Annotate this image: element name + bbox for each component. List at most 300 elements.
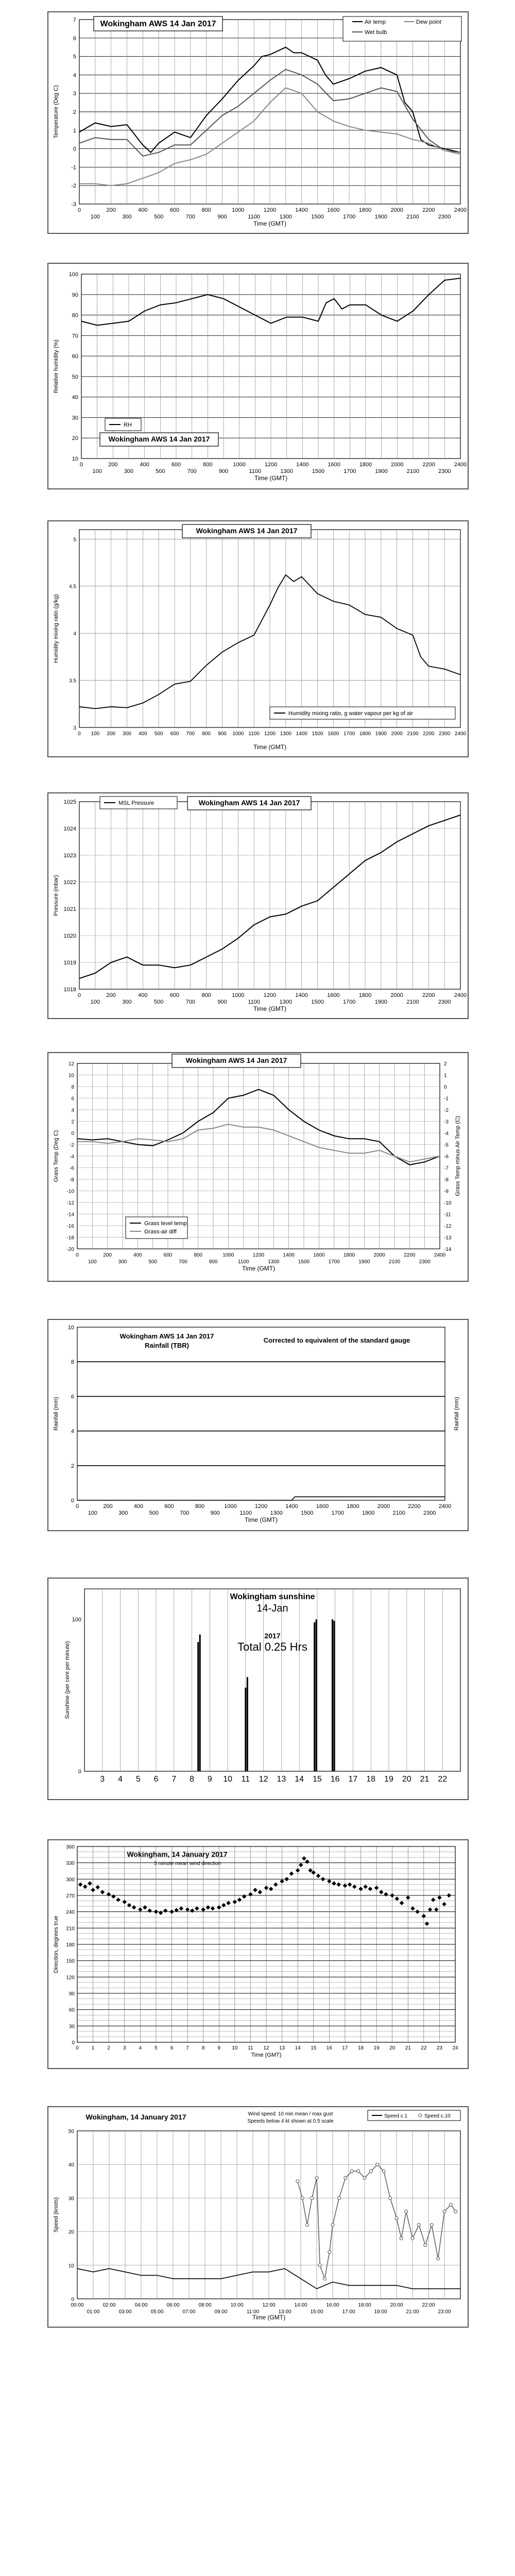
x-tick-label: 2000 [390, 992, 403, 998]
x-tick-label: 20:00 [390, 2302, 403, 2308]
x-tick-label: 09:00 [214, 2309, 228, 2315]
x-tick-label: 1600 [313, 1252, 325, 1258]
y-tick-label: 50 [72, 374, 78, 380]
x-tick-label: 12 [263, 2045, 269, 2051]
y-tick-label: 30 [68, 2196, 74, 2202]
y-right-tick-label: -12 [444, 1224, 452, 1229]
y-right-tick-label: -11 [444, 1212, 451, 1218]
x-tick-label: 600 [163, 1252, 173, 1258]
x-tick-label: 0 [78, 731, 81, 737]
x-tick-label: 2000 [391, 731, 403, 737]
x-tick-label: 1500 [312, 731, 323, 737]
y-right-tick-label: 1 [444, 1073, 447, 1079]
x-tick-label: 1100 [248, 214, 260, 220]
series-point [395, 2217, 398, 2220]
chart-year: 2017 [264, 1632, 281, 1640]
x-tick-label: 1300 [270, 1510, 283, 1516]
y-right-tick-label: -5 [444, 1142, 449, 1148]
x-tick-label: 11 [241, 1775, 250, 1784]
x-tick-label: 22:00 [422, 2302, 435, 2308]
x-tick-label: 1100 [237, 1259, 249, 1265]
x-tick-label: 15:00 [310, 2309, 323, 2315]
y-tick-label: 4 [71, 1108, 74, 1113]
y-tick-label: 2 [71, 1463, 74, 1469]
x-tick-label: 900 [210, 1510, 220, 1516]
x-tick-label: 1500 [301, 1510, 314, 1516]
y-tick-label: 1018 [63, 987, 76, 993]
x-tick-label: 8 [201, 2045, 205, 2051]
x-tick-label: 300 [122, 214, 132, 220]
y-tick-label: 300 [66, 1877, 75, 1883]
x-tick-label: 1800 [347, 1503, 359, 1510]
wind-speed-chart-svg [48, 2107, 468, 2327]
x-tick-label: 1700 [344, 468, 356, 474]
x-tick-label: 20 [389, 2045, 396, 2051]
y-axis-label: Speed (knots) [53, 2197, 59, 2233]
y-right-tick-label: -8 [444, 1177, 449, 1183]
x-tick-label: 19 [384, 1775, 393, 1784]
y-tick-label: 1025 [63, 799, 76, 805]
y-tick-label: 30 [72, 415, 78, 421]
y-tick-label: 1 [73, 127, 76, 134]
sunshine-bar [245, 1688, 246, 1771]
y-tick-label: 60 [72, 353, 78, 360]
x-tick-label: 1800 [358, 992, 372, 998]
temperature-chart [47, 11, 469, 234]
x-tick-label: 07:00 [182, 2309, 196, 2315]
x-tick-label: 1200 [254, 1503, 268, 1510]
series-point [363, 2176, 366, 2179]
x-tick-label: 1100 [248, 999, 260, 1005]
x-tick-label: 1200 [263, 992, 277, 998]
y-tick-label: 40 [72, 394, 78, 401]
x-tick-label: 1000 [233, 462, 246, 468]
chart-subtitle: Rainfall (TBR) [145, 1342, 189, 1349]
series-point [437, 2257, 440, 2260]
x-tick-label: 20 [402, 1775, 411, 1784]
x-tick-label: 7 [186, 2045, 189, 2051]
x-tick-label: 21 [420, 1775, 430, 1784]
legend-label: MSL Pressure [118, 800, 154, 806]
y-tick-label: -10 [66, 1189, 74, 1195]
x-tick-label: 2400 [454, 207, 467, 213]
y-tick-label: 5 [73, 54, 76, 60]
x-tick-label: 2200 [422, 207, 435, 213]
y-tick-label: 4 [73, 631, 76, 637]
x-tick-label: 1200 [264, 731, 276, 737]
y-tick-label: -1 [71, 164, 76, 171]
y-tick-label: -16 [66, 1224, 74, 1229]
y-tick-label: 360 [66, 1844, 75, 1850]
series-point [305, 2224, 308, 2227]
x-tick-label: 1700 [344, 731, 355, 737]
x-tick-label: 2300 [438, 468, 451, 474]
x-tick-label: 100 [91, 731, 100, 737]
x-tick-label: 22 [421, 2045, 427, 2051]
y-tick-label: -20 [66, 1247, 74, 1252]
x-tick-label: 1700 [342, 214, 356, 220]
x-tick-label: 1800 [343, 1252, 355, 1258]
humidity-chart-svg [48, 264, 468, 488]
x-tick-label: 9 [217, 2045, 221, 2051]
y-right-tick-label: 2 [444, 1061, 447, 1067]
y-tick-label: 0 [78, 1769, 81, 1775]
x-tick-label: 1600 [328, 731, 339, 737]
x-tick-label: 300 [123, 731, 131, 737]
x-tick-label: 2400 [454, 731, 467, 737]
x-tick-label: 1000 [232, 207, 245, 213]
x-tick-label: 15 [313, 1775, 322, 1784]
series-point [405, 2210, 408, 2213]
y-tick-label: -4 [70, 1154, 74, 1160]
x-tick-label: 1200 [252, 1252, 265, 1258]
chart-title: Wokingham sunshine [230, 1592, 315, 1601]
x-tick-label: 3 [123, 2045, 126, 2051]
x-tick-label: 19:00 [374, 2309, 387, 2315]
y-right-tick-label: -14 [444, 1247, 452, 1252]
y-tick-label: 0 [71, 2297, 74, 2302]
chart-subtitle: 5 minute mean wind direction [153, 1861, 221, 1867]
y-right-tick-label: -13 [444, 1235, 452, 1241]
y-tick-label: -2 [70, 1142, 74, 1148]
y-tick-label: 2 [73, 109, 76, 115]
plot-area [77, 1327, 445, 1500]
series-point [344, 2176, 347, 2179]
x-tick-label: 4 [118, 1775, 123, 1784]
x-tick-label: 1300 [280, 731, 291, 737]
legend-label: Grass-air diff [144, 1229, 177, 1235]
x-tick-label: 700 [185, 999, 196, 1005]
x-tick-label: 1300 [280, 468, 293, 474]
x-tick-label: 2300 [438, 214, 451, 220]
x-tick-label: 19 [373, 2045, 380, 2051]
x-tick-label: 2300 [419, 1259, 431, 1265]
x-tick-label: 10 [232, 2045, 238, 2051]
x-tick-label: 2000 [377, 1503, 390, 1510]
x-tick-label: 1100 [239, 1510, 252, 1516]
y-tick-label: 180 [66, 1942, 75, 1948]
x-tick-label: 2400 [454, 462, 467, 468]
y-tick-label: 70 [72, 333, 78, 340]
y-tick-label: 4 [73, 72, 76, 79]
x-axis-label: Time (GMT) [253, 220, 287, 227]
y-tick-label: 3.5 [69, 678, 76, 684]
x-tick-label: 1800 [359, 731, 371, 737]
y-tick-label: 1020 [63, 933, 76, 939]
x-tick-label: 2000 [391, 462, 404, 468]
y-tick-label: 1024 [63, 826, 76, 832]
x-tick-label: 1400 [295, 207, 308, 213]
legend-label: Humidity mixing ratio, g water vapour per kg of air [288, 710, 414, 717]
grass-temp-chart [47, 1052, 469, 1282]
chart-title: Wokingham AWS 14 Jan 2017 [119, 1332, 214, 1340]
legend-label: Grass level temp [144, 1221, 187, 1227]
x-tick-label: 8 [190, 1775, 195, 1784]
x-tick-label: 1500 [298, 1259, 310, 1265]
x-tick-label: 2200 [408, 1503, 421, 1510]
series-point [376, 2163, 379, 2166]
chart-subtitle: 14-Jan [256, 1603, 288, 1614]
x-tick-label: 2400 [454, 992, 467, 998]
x-tick-label: 1300 [268, 1259, 280, 1265]
x-tick-label: 100 [90, 999, 100, 1005]
x-tick-label: 12 [259, 1775, 268, 1784]
x-tick-label: 700 [185, 214, 196, 220]
x-tick-label: 15 [311, 2045, 317, 2051]
x-tick-label: 14 [295, 1775, 304, 1784]
x-tick-label: 1000 [222, 1252, 234, 1258]
x-tick-label: 1800 [358, 207, 372, 213]
x-tick-label: 200 [108, 462, 118, 468]
x-tick-label: 1300 [279, 999, 293, 1005]
series-point [382, 2170, 385, 2173]
legend-label: Speed c.10 [424, 2113, 451, 2119]
x-axis-label: Time (GMT) [242, 1265, 276, 1272]
x-tick-label: 13 [277, 1775, 286, 1784]
y-tick-label: 30 [68, 2024, 75, 2030]
x-axis-label: Time (GMT) [254, 474, 288, 482]
series-point [315, 2176, 318, 2179]
x-tick-label: 2100 [407, 731, 419, 737]
x-tick-label: 800 [201, 992, 211, 998]
x-tick-label: 800 [203, 462, 213, 468]
x-tick-label: 23:00 [438, 2309, 451, 2315]
y-axis-label: Sunshine (per cent per minute) [64, 1641, 71, 1719]
y-right-tick-label: -10 [444, 1200, 452, 1206]
x-tick-label: 1100 [249, 468, 262, 474]
y-right-axis-label: Grass Temp minus Air Temp (C) [455, 1116, 461, 1196]
x-tick-label: 2100 [406, 999, 419, 1005]
x-tick-label: 1900 [374, 214, 388, 220]
x-tick-label: 700 [186, 731, 195, 737]
series-point [411, 2237, 414, 2240]
y-axis-label: Humidity mixing ratio (g/kg) [53, 594, 59, 663]
x-tick-label: 800 [194, 1252, 203, 1258]
x-tick-label: 21:00 [406, 2309, 419, 2315]
y-tick-label: 1021 [63, 906, 76, 912]
x-tick-label: 24 [452, 2045, 458, 2051]
x-tick-label: 11:00 [246, 2309, 260, 2315]
x-tick-label: 2300 [439, 731, 451, 737]
x-tick-label: 1000 [232, 992, 245, 998]
x-tick-label: 300 [122, 999, 132, 1005]
series-point [296, 2180, 299, 2183]
x-tick-label: 1400 [283, 1252, 295, 1258]
series-point [311, 2196, 314, 2199]
y-right-tick-label: -3 [444, 1119, 449, 1125]
x-tick-label: 900 [218, 468, 229, 474]
chart-title: Wokingham, 14 January 2017 [127, 1850, 228, 1858]
chart-subtitle-2: Speeds below 4 kt shown at 0.5 scale [247, 2119, 334, 2124]
x-tick-label: 2400 [438, 1503, 452, 1510]
y-tick-label: -14 [66, 1212, 74, 1218]
rainfall-chart-svg [48, 1320, 468, 1530]
y-tick-label: 8 [71, 1359, 74, 1366]
x-tick-label: 1300 [279, 214, 293, 220]
sunshine-bar [332, 1619, 333, 1771]
y-tick-label: 100 [68, 272, 78, 278]
legend-label: Dew point [416, 19, 441, 25]
x-tick-label: 200 [107, 731, 116, 737]
series-point [323, 2277, 327, 2280]
x-tick-label: 500 [148, 1259, 158, 1265]
x-tick-label: 500 [154, 731, 163, 737]
x-tick-label: 500 [156, 468, 165, 474]
x-tick-label: 200 [106, 207, 116, 213]
y-tick-label: 210 [66, 1926, 75, 1932]
x-tick-label: 0 [76, 2045, 79, 2051]
rainfall-chart [47, 1319, 469, 1531]
x-tick-label: 1600 [327, 207, 340, 213]
x-tick-label: 2200 [404, 1252, 416, 1258]
x-tick-label: 1400 [285, 1503, 298, 1510]
sunshine-bar [197, 1642, 199, 1771]
y-tick-label: 20 [72, 435, 78, 442]
series-point [328, 2250, 331, 2253]
y-tick-label: 80 [72, 312, 78, 319]
y-axis-label: Grass Temp (Deg C) [53, 1130, 59, 1182]
x-tick-label: 11 [248, 2045, 253, 2051]
x-tick-label: 18:00 [358, 2302, 371, 2308]
y-axis-label: Relative humidity (%) [53, 340, 59, 393]
x-tick-label: 0 [77, 207, 81, 213]
x-tick-label: 2400 [434, 1252, 446, 1258]
x-tick-label: 1900 [358, 1259, 370, 1265]
y-right-tick-label: -2 [444, 1108, 449, 1113]
y-tick-label: 20 [68, 2229, 74, 2235]
x-tick-label: 21 [405, 2045, 411, 2051]
x-tick-label: 0 [77, 992, 81, 998]
series-point [389, 2196, 392, 2199]
x-tick-label: 200 [103, 1503, 113, 1510]
series-point [369, 2170, 372, 2173]
chart-subtitle: Wind speed: 10 min mean / max gust [248, 2111, 333, 2117]
y-tick-label: 4.5 [69, 584, 76, 590]
x-tick-label: 400 [133, 1252, 142, 1258]
y-tick-label: 1023 [63, 853, 76, 859]
y-tick-label: 2 [71, 1119, 74, 1125]
chart-total: Total 0.25 Hrs [237, 1640, 307, 1653]
y-tick-label: -8 [70, 1177, 74, 1183]
x-tick-label: 14:00 [294, 2302, 307, 2308]
y-tick-label: 10 [68, 1073, 74, 1079]
y-tick-label: -6 [70, 1165, 74, 1172]
x-tick-label: 1700 [342, 999, 356, 1005]
series-point [454, 2210, 457, 2213]
x-tick-label: 500 [153, 214, 164, 220]
x-tick-label: 2100 [406, 468, 420, 474]
y-tick-label: 60 [68, 2007, 75, 2013]
x-tick-label: 1700 [328, 1259, 340, 1265]
x-tick-label: 200 [106, 992, 116, 998]
x-tick-label: 100 [92, 468, 102, 474]
y-tick-label: 10 [67, 1325, 74, 1331]
y-tick-label: 4 [71, 1428, 74, 1435]
temperature-chart-svg [48, 12, 468, 233]
x-axis-label: Time (GMT) [244, 1516, 278, 1523]
x-tick-label: 1900 [375, 731, 387, 737]
y-axis-label: Rainfall (mm) [53, 1397, 59, 1431]
x-tick-label: 400 [140, 462, 149, 468]
y-right-tick-label: 0 [444, 1084, 447, 1090]
y-axis-label: Direction, degrees true [53, 1916, 59, 1973]
x-tick-label: 1500 [311, 999, 324, 1005]
x-tick-label: 1800 [359, 462, 372, 468]
y-tick-label: 240 [66, 1909, 75, 1916]
sunshine-bar [247, 1677, 248, 1771]
y-tick-label: 5 [73, 537, 76, 543]
x-tick-label: 05:00 [150, 2309, 164, 2315]
x-tick-label: 2100 [392, 1510, 405, 1516]
x-tick-label: 03:00 [118, 2309, 132, 2315]
y-right-tick-label: -1 [444, 1096, 449, 1102]
x-tick-label: 600 [169, 992, 180, 998]
chart-title: Wokingham AWS 14 Jan 2017 [100, 20, 216, 28]
y-tick-label: 12 [68, 1061, 74, 1067]
x-tick-label: 5 [135, 1775, 141, 1784]
y-tick-label: 50 [68, 2129, 74, 2134]
x-tick-label: 700 [180, 1510, 190, 1516]
x-tick-label: 18 [366, 1775, 376, 1784]
x-tick-label: 300 [124, 468, 134, 474]
x-tick-label: 900 [217, 999, 227, 1005]
y-tick-label: -3 [71, 201, 76, 208]
y-tick-label: 10 [72, 456, 78, 462]
wind-direction-chart-svg [48, 1840, 468, 2068]
y-tick-label: -12 [66, 1200, 74, 1206]
x-tick-label: 6 [153, 1775, 159, 1784]
sunshine-chart [47, 1578, 469, 1800]
mixing-ratio-chart [47, 520, 469, 757]
x-tick-label: 2100 [388, 1259, 401, 1265]
chart-annotation: Corrected to equivalent of the standard gauge [263, 1336, 410, 1344]
x-tick-label: 300 [118, 1510, 128, 1516]
x-tick-label: 2000 [373, 1252, 385, 1258]
x-tick-label: 3 [100, 1775, 105, 1784]
y-axis-label: Temperature (Deg C) [53, 85, 59, 139]
y-tick-label: -2 [71, 183, 76, 190]
x-tick-label: 4 [139, 2045, 142, 2051]
legend-box [343, 16, 461, 41]
x-tick-label: 400 [138, 992, 148, 998]
y-tick-label: 10 [68, 2263, 74, 2269]
y-right-axis-label: Rainfall (mm) [454, 1397, 460, 1431]
series-point [449, 2203, 452, 2206]
legend-label: Speed c.1 [384, 2113, 408, 2119]
sunshine-bar [333, 1621, 335, 1771]
x-tick-label: 1600 [328, 462, 340, 468]
x-tick-label: 100 [90, 214, 100, 220]
x-tick-label: 500 [149, 1510, 159, 1516]
x-tick-label: 0 [79, 462, 83, 468]
x-tick-label: 800 [195, 1503, 205, 1510]
x-tick-label: 1000 [232, 731, 244, 737]
x-tick-label: 0 [76, 1252, 79, 1258]
x-tick-label: 600 [164, 1503, 174, 1510]
x-tick-label: 1500 [312, 468, 325, 474]
series-point [318, 2264, 321, 2267]
x-tick-label: 12:00 [262, 2302, 276, 2308]
plot-area [84, 1589, 460, 1771]
x-tick-label: 17 [342, 2045, 348, 2051]
x-tick-label: 1700 [331, 1510, 344, 1516]
x-tick-label: 22 [438, 1775, 448, 1784]
series-point [331, 2224, 334, 2227]
y-tick-label: 40 [68, 2162, 74, 2168]
sunshine-bar [314, 1622, 315, 1771]
y-right-tick-label: -4 [444, 1131, 449, 1137]
chart-title: Wokingham, 14 January 2017 [85, 2113, 186, 2121]
